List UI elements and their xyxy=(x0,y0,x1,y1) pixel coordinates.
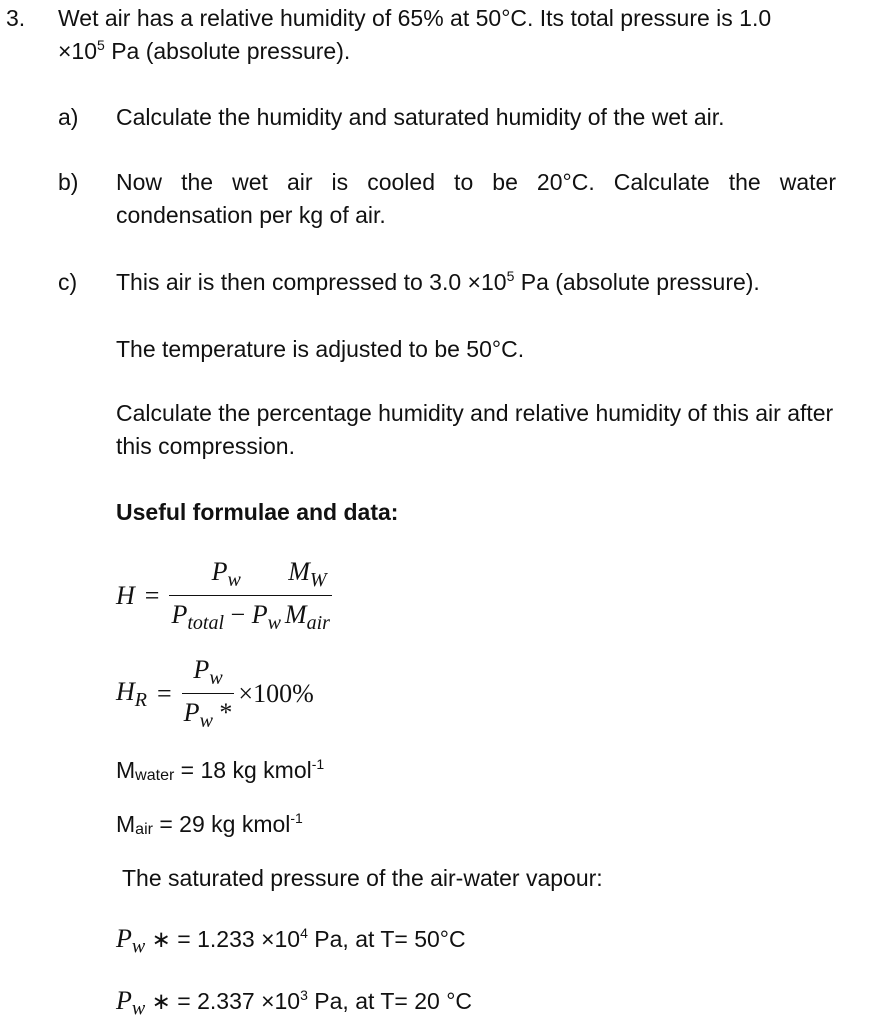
intro-line-2-post: Pa (absolute pressure). xyxy=(104,38,351,65)
m-water-symbol: M xyxy=(116,757,136,783)
intro-line-1: Wet air has a relative humidity of 65% at 50°C. Its total pressure is 1.0 xyxy=(58,5,772,31)
pw-50-sub: w xyxy=(131,935,146,958)
formula-hr-den-p: P xyxy=(183,698,200,728)
formula-h-den-m: M xyxy=(284,600,307,630)
part-a-label: a) xyxy=(58,104,79,130)
formula-h-den-p-total: P xyxy=(171,600,188,630)
formula-hr-equals: = xyxy=(157,678,172,708)
pw-50-symbol: P xyxy=(116,924,132,953)
part-b-label: b) xyxy=(58,169,79,195)
pw-50-post: Pa, at T= 50°C xyxy=(307,926,466,952)
part-c-label: c) xyxy=(58,269,78,295)
pw-20-line xyxy=(116,982,836,1024)
formula-h-lhs: H xyxy=(116,580,135,610)
part-b-text: Now the wet air is cooled to be 20°C. Calculate the water condensation per kg of air. xyxy=(116,169,836,229)
intro-exponent: 5 xyxy=(97,37,105,54)
m-water-line xyxy=(116,754,836,787)
formula-h-num-m: M xyxy=(288,557,310,586)
formula-hr-fraction xyxy=(182,651,235,736)
part-c-line-2: The temperature is adjusted to be 50°C. xyxy=(116,336,525,362)
part-c-exponent: 5 xyxy=(506,268,515,284)
saturated-heading: The saturated pressure of the air-water vapour: xyxy=(122,865,603,891)
pw-20-symbol: P xyxy=(116,986,132,1015)
formula-h-den-pw-sub: w xyxy=(267,612,281,635)
pw-20-post: Pa, at T= 20 °C xyxy=(307,988,473,1014)
formula-hr-lhs-sub: R xyxy=(134,688,147,711)
humidity-formula xyxy=(116,553,332,638)
part-c-line-3: Calculate the percentage humidity and relative humidity of this air after this compression. xyxy=(116,400,834,460)
pw-20-sub: w xyxy=(131,997,146,1020)
intro-line-2-pre: ×10 xyxy=(58,38,98,65)
m-water-value: = 18 kg kmol xyxy=(174,757,312,783)
m-air-value: = 29 kg kmol xyxy=(152,811,291,837)
formula-hr-num-p: P xyxy=(193,655,210,684)
part-c-line-1 xyxy=(116,266,836,299)
pw-50-star: ∗ xyxy=(145,926,178,952)
pw-50-exp: 4 xyxy=(300,925,308,941)
m-air-symbol: M xyxy=(116,811,136,837)
formula-hr-times: ×100% xyxy=(238,678,314,708)
formula-h-minus: − xyxy=(224,600,252,630)
formula-hr-den-star: * xyxy=(212,698,233,728)
formula-h-equals: = xyxy=(144,580,160,610)
part-c-line-1-post: Pa (absolute pressure). xyxy=(514,269,760,295)
m-air-sub: air xyxy=(135,821,153,838)
formula-h-fraction-1 xyxy=(169,553,282,638)
formulae-heading: Useful formulae and data: xyxy=(116,499,399,525)
formula-h-num-m-sub: W xyxy=(309,569,327,592)
question-number: 3. xyxy=(6,5,26,31)
formula-h-den-pw: P xyxy=(251,600,268,630)
formula-h-den-total-sub: total xyxy=(187,612,225,635)
m-water-sub: water xyxy=(135,767,175,784)
pw-50-line xyxy=(116,920,836,962)
formula-h-num-p-sub: w xyxy=(227,569,241,592)
part-c-line-1-pre: This air is then compressed to 3.0 ×10 xyxy=(116,269,507,295)
formula-hr-den-sub: w xyxy=(199,710,213,733)
m-water-exp: -1 xyxy=(311,756,325,772)
formula-h-fraction-2 xyxy=(283,553,332,638)
question-intro xyxy=(58,2,848,69)
formula-hr-num-sub: w xyxy=(209,667,223,690)
pw-50-value: = 1.233 ×10 xyxy=(177,926,301,952)
pw-20-star: ∗ xyxy=(145,988,178,1014)
part-a-text: Calculate the humidity and saturated humidity of the wet air. xyxy=(116,104,725,130)
relative-humidity-formula xyxy=(116,651,314,736)
formula-h-num-p: P xyxy=(211,557,228,586)
m-air-line xyxy=(116,808,836,841)
formula-hr-lhs: H xyxy=(116,676,135,706)
pw-20-exp: 3 xyxy=(300,987,308,1003)
m-air-exp: -1 xyxy=(290,810,303,826)
pw-20-value: = 2.337 ×10 xyxy=(177,988,301,1014)
formula-h-den-m-sub: air xyxy=(306,612,330,635)
